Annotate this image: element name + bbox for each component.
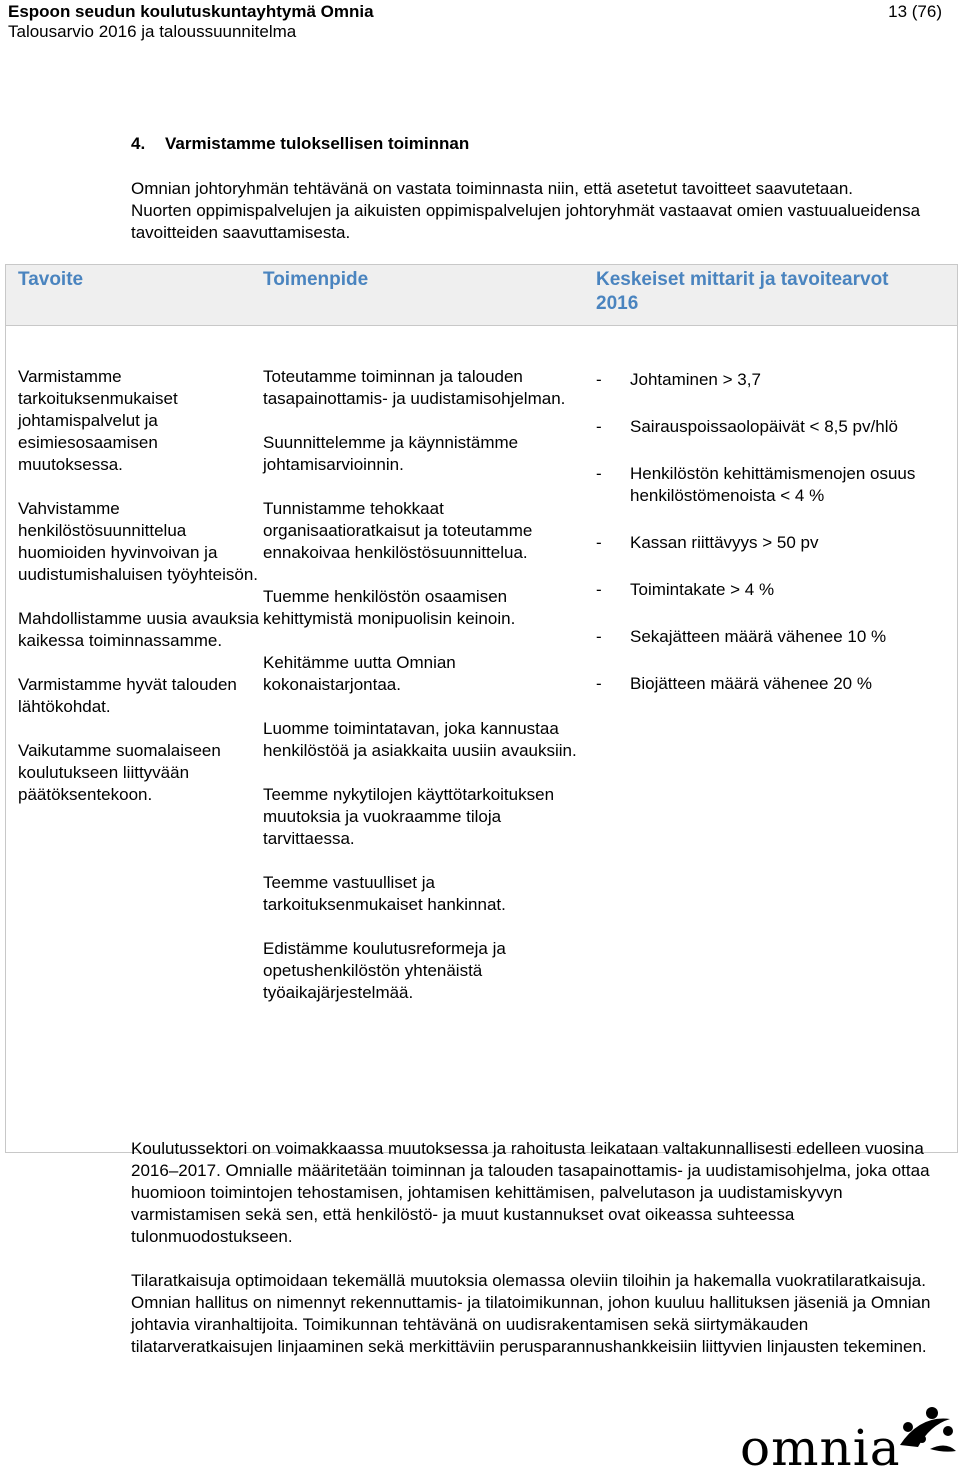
metric-text: Sairauspoissaolopäivät < 8,5 pv/hlö	[630, 417, 898, 436]
omnia-logo	[740, 1405, 955, 1477]
page-number: 13 (76)	[888, 2, 942, 21]
table-header	[6, 265, 957, 326]
metric-dash: -	[596, 370, 602, 389]
action-item: Edistämme koulutusreformeja ja opetushenkilöstön yhtenäistä työaikajärjestelmää.	[263, 939, 506, 1002]
goal-item: Mahdollistamme uusia avauksia kaikessa toiminnassamme.	[18, 609, 259, 650]
header-goal: Tavoite	[18, 269, 84, 290]
organization-name: Espoon seudun koulutuskuntayhtymä Omnia	[8, 2, 374, 21]
metric-dash: -	[596, 533, 602, 552]
body-paragraph: Koulutussektori on voimakkaassa muutoksessa ja rahoitusta leikataan valtakunnallisesti edelleen vuosina 2016–2017. Omnialle määritetään toiminnan ja talouden tasapainottamis- ja uudistamisohjelma, joka ottaa huomioon toimintojen tehostamisen, johtamisen kehittämisen, palvelutason ja uudistamiskyvyn varmistamisen sekä sen, että henkilöstö- ja muut kustannukset ovat oikeassa suhteessa tulonmuodostukseen.	[131, 1139, 930, 1246]
action-item: Suunnittelemme ja käynnistämme johtamisarvioinnin.	[263, 433, 519, 474]
metric-text: Kassan riittävyys > 50 pv	[630, 533, 819, 552]
section-number: 4.	[131, 134, 146, 153]
goal-item: Vaikutamme suomalaiseen koulutukseen liittyvään päätöksentekoon.	[18, 741, 221, 804]
action-item: Tunnistamme tehokkaat organisaatioratkaisut ja toteutamme ennakoivaa henkilöstösuunnittelua.	[263, 499, 533, 562]
body-text	[131, 1138, 953, 1380]
intro-paragraph: Nuorten oppimispalvelujen ja aikuisten oppimispalvelujen johtoryhmät vastaavat omien vastuualueidensa tavoitteiden saavuttamisesta.	[131, 201, 921, 242]
metric-dash: -	[596, 417, 602, 436]
metric-item	[596, 673, 956, 695]
metric-text: Sekajätteen määrä vähenee 10 %	[630, 627, 887, 646]
goal-item: Varmistamme hyvät talouden lähtökohdat.	[18, 675, 237, 716]
section-title: Varmistamme tuloksellisen toiminnan	[165, 134, 470, 153]
metric-text: Johtaminen > 3,7	[630, 370, 761, 389]
metrics-column	[596, 366, 956, 1152]
intro-paragraph: Omnian johtoryhmän tehtävänä on vastata toiminnasta niin, että asetetut tavoitteet saavutetaan.	[131, 179, 854, 198]
table-body	[6, 326, 957, 1152]
metric-dash: -	[596, 464, 602, 483]
metric-text: Toimintakate > 4 %	[630, 580, 775, 599]
omnia-swirl-icon	[890, 1405, 960, 1465]
goal-item: Varmistamme tarkoituksenmukaiset johtamispalvelut ja esimiesosaamisen muutoksessa.	[18, 367, 178, 474]
goal-item: Vahvistamme henkilöstösuunnittelua huomioiden hyvinvoivan ja uudistumishaluisen työyhteisön.	[18, 499, 259, 584]
page-header	[8, 2, 942, 42]
intro-text	[131, 178, 951, 244]
actions-column	[263, 366, 596, 1152]
document-title: Talousarvio 2016 ja taloussuunnitelma	[8, 22, 297, 41]
header-action: Toimenpide	[263, 269, 369, 290]
metric-text: Biojätteen määrä vähenee 20 %	[630, 674, 872, 693]
metric-text: Henkilöstön kehittämismenojen osuus henkilöstömenoista < 4 %	[630, 464, 916, 505]
section-heading	[131, 133, 469, 155]
metric-item	[596, 416, 956, 438]
goals-column	[6, 366, 263, 1152]
goals-table	[5, 264, 958, 1153]
action-item: Teemme nykytilojen käyttötarkoituksen muutoksia ja vuokraamme tiloja tarvittaessa.	[263, 785, 555, 848]
action-item: Toteutamme toiminnan ja talouden tasapainottamis- ja uudistamisohjelman.	[263, 367, 566, 408]
metric-item	[596, 369, 956, 391]
header-metrics: Keskeiset mittarit ja tavoitearvot 2016	[596, 269, 889, 314]
metric-dash: -	[596, 627, 602, 646]
metric-dash: -	[596, 674, 602, 693]
action-item: Teemme vastuulliset ja tarkoituksenmukaiset hankinnat.	[263, 873, 506, 914]
action-item: Kehitämme uutta Omnian kokonaistarjontaa.	[263, 653, 456, 694]
action-item: Luomme toimintatavan, joka kannustaa henkilöstöä ja asiakkaita uusiin avauksiin.	[263, 719, 577, 760]
metric-item	[596, 626, 956, 648]
action-item: Tuemme henkilöstön osaamisen kehittymistä monipuolisin keinoin.	[263, 587, 516, 628]
metric-dash: -	[596, 580, 602, 599]
metric-item	[596, 463, 956, 507]
metric-item	[596, 532, 956, 554]
body-paragraph: Tilaratkaisuja optimoidaan tekemällä muutoksia olemassa oleviin tiloihin ja hakemalla vuokratilaratkaisuja. Omnian hallitus on nimennyt rekennuttamis- ja tilatoimikunnan, johon kuuluu hallituksen jäseniä ja Omnian johtavia viranhaltijoita. Toimikunnan tehtävänä on uudisrakentamisen sekä siirtymäkauden tilatarveratkaisujen linjaaminen sekä merkittäviin perusparannushankkeisiin liittyvien linjausten tekeminen.	[131, 1271, 931, 1356]
metric-item	[596, 579, 956, 601]
logo-wordmark: omnia	[740, 1419, 901, 1477]
